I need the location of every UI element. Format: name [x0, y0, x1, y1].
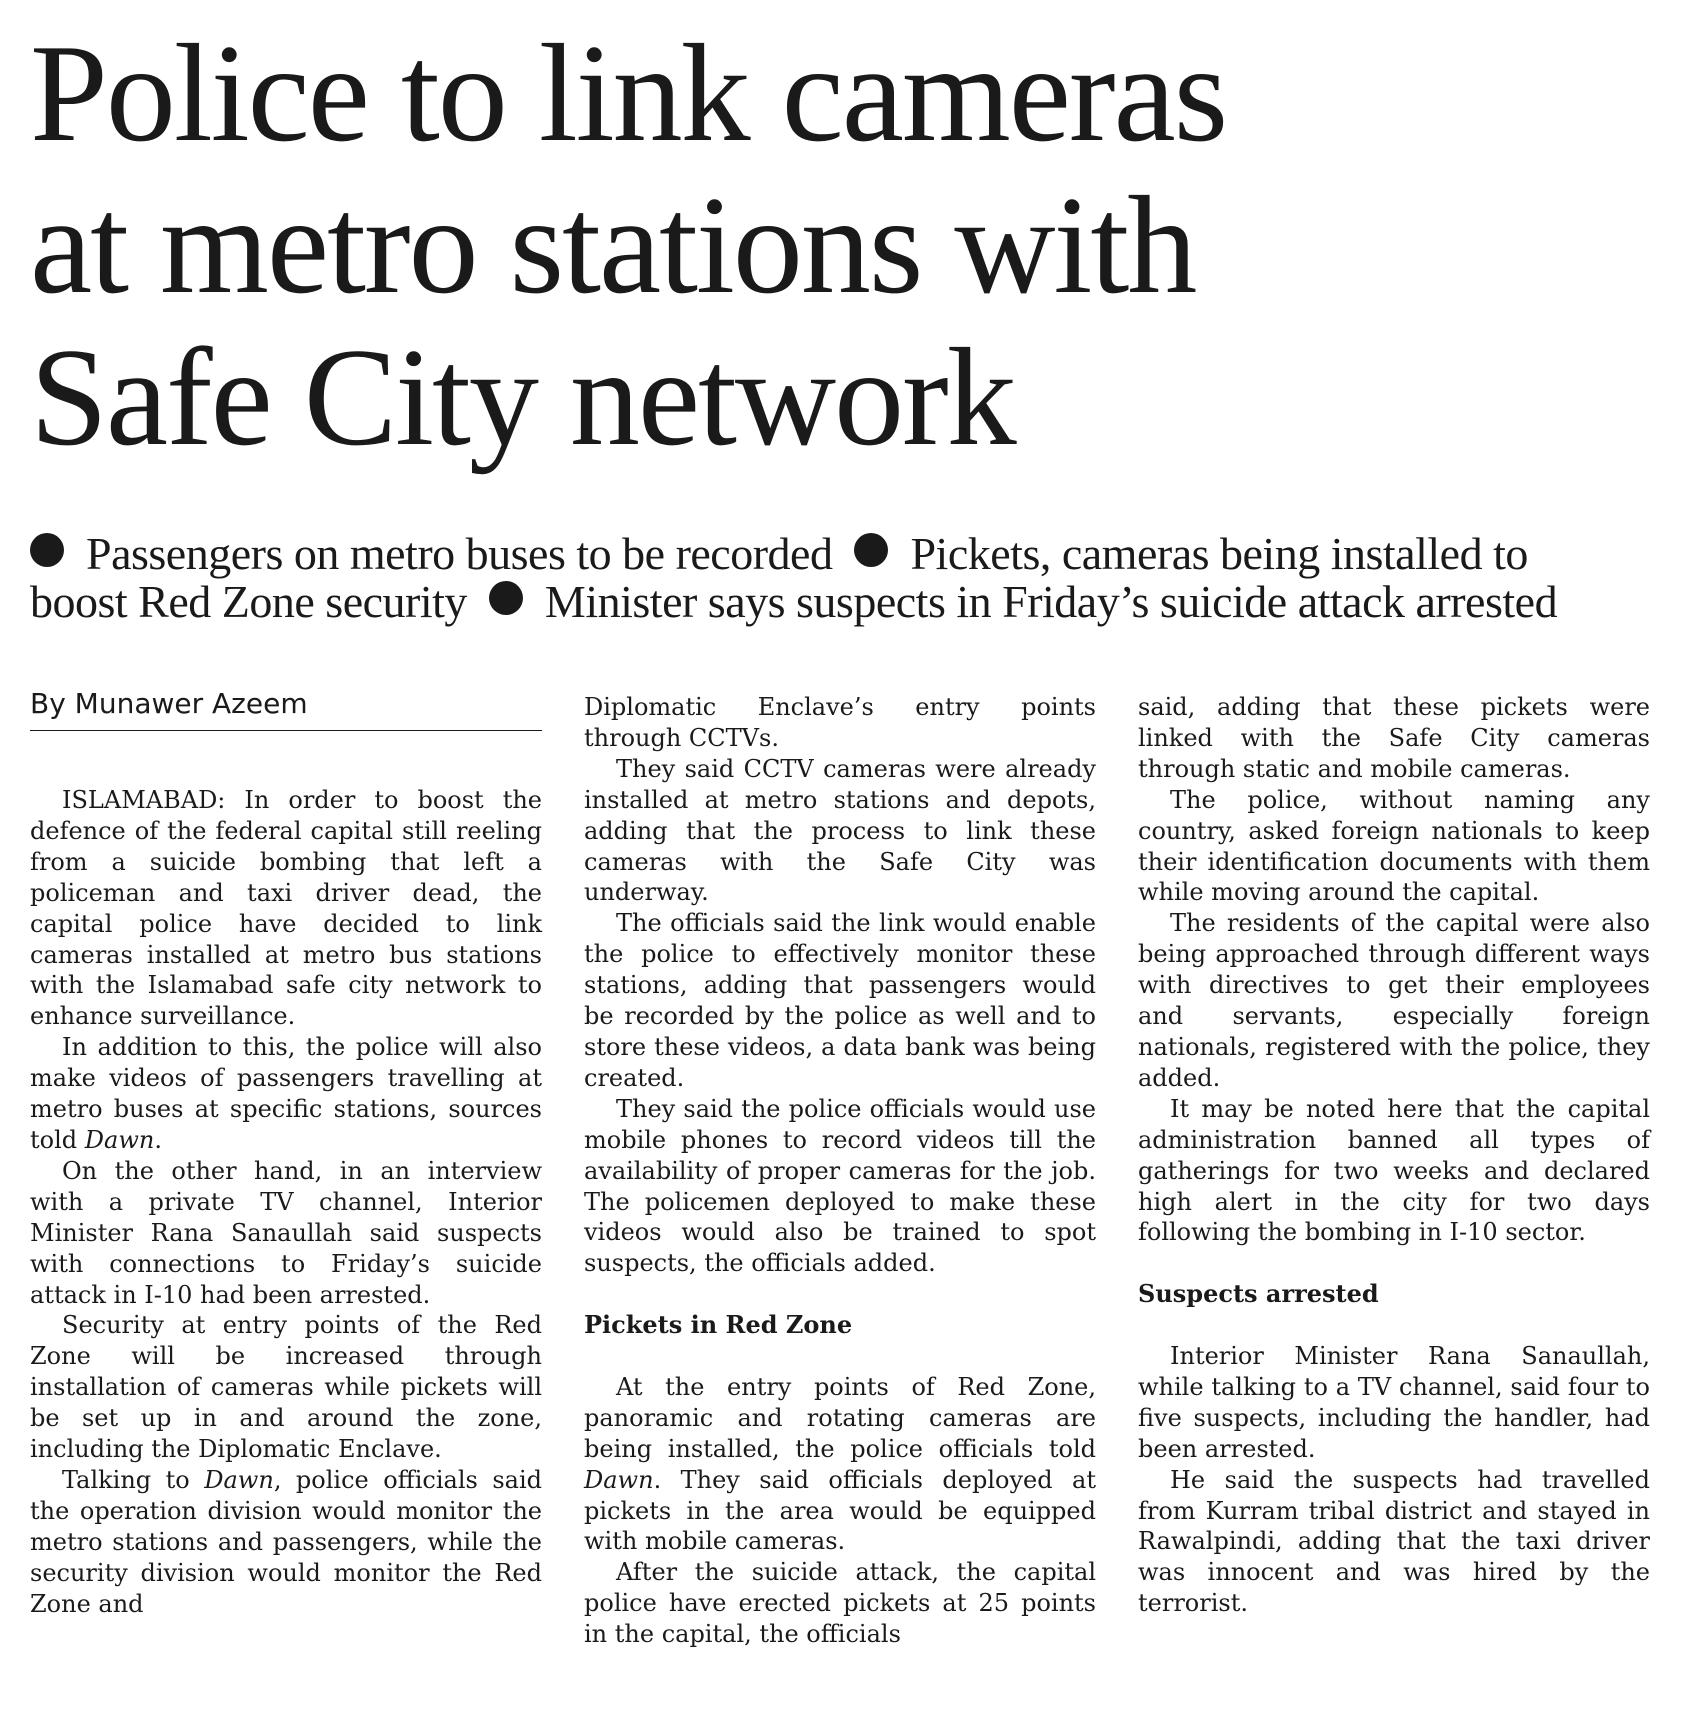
paragraph: It may be noted here that the capital administration banned all types of gatherings for two weeks and declared high alert in the city for two days following the bombing in I-10 sector.: [1138, 1094, 1650, 1247]
deck: [30, 530, 1670, 626]
paragraph: Talking to Dawn, police officials said the operation division would monitor the metro stations and passengers, while the security division would monitor the Red Zone and: [30, 1465, 542, 1618]
paragraph: said, adding that these pickets were linked with the Safe City cameras through static and mobile cameras.: [1138, 693, 1650, 783]
byline: By Munawer Azeem: [30, 686, 542, 731]
paragraph: After the suicide attack, the capital police have erected pickets at 25 points in the capital, the officials: [584, 1558, 1096, 1649]
bullet-icon: [854, 533, 888, 567]
publication-name: Dawn: [584, 1465, 654, 1494]
paragraph: The residents of the capital were also being approached through different ways with directives to get their employees and servants, especially foreign nationals, registered with the police, they added.: [1138, 909, 1650, 1092]
headline-line-1: Police to link cameras: [30, 16, 1227, 171]
deck-line-1: [30, 530, 1670, 578]
subheading: Pickets in Red Zone: [584, 1310, 853, 1340]
deck-item-1: Passengers on metro buses to be recorded: [86, 528, 833, 579]
deck-item-3: Minister says suspects in Friday’s suicide attack arrested: [544, 576, 1558, 627]
paragraph: He said the suspects had travelled from Kurram tribal district and stayed in Rawalpindi, adding that the taxi driver was innocent and was hired by the terrorist.: [1138, 1465, 1650, 1618]
paragraph: Diplomatic Enclave’s entry points through CCTVs.: [584, 693, 1096, 752]
bullet-icon: [489, 581, 523, 615]
article-column-2: [584, 692, 1096, 1650]
deck-line-2: [30, 578, 1670, 626]
headline: [30, 18, 1630, 474]
headline-line-3: Safe City network: [30, 320, 1015, 475]
publication-name: Dawn: [204, 1465, 274, 1494]
paragraph: Interior Minister Rana Sanaullah, while talking to a TV channel, said four to five suspects, including the handler, had been arrested.: [1138, 1342, 1650, 1463]
paragraph: ISLAMABAD: In order to boost the defence of the federal capital still reeling from a suicide bombing that left a policeman and taxi driver dead, the capital police have decided to link cameras installed at metro bus stations with the Islamabad safe city network to enhance surveillance.: [30, 786, 542, 1031]
article-column-3: [1138, 692, 1650, 1619]
paragraph: Security at entry points of the Red Zone will be increased through installation of cameras while pickets will be set up in and around the zone, including the Diplomatic Enclave.: [30, 1311, 542, 1464]
bullet-icon: [30, 533, 64, 567]
deck-item-2a: Pickets, cameras being installed to: [910, 528, 1528, 579]
article-column-1: [30, 785, 542, 1619]
deck-item-2b: boost Red Zone security: [30, 576, 467, 627]
paragraph: The officials said the link would enable the police to effectively monitor these stations, adding that passengers would be recorded by the police as well and to store these videos, a data bank was being created.: [584, 909, 1096, 1092]
paragraph: At the entry points of Red Zone, panoramic and rotating cameras are being installed, the police officials told Dawn. They said officials deployed at pickets in the area would be equipped with mobile cameras.: [584, 1372, 1096, 1556]
publication-name: Dawn: [84, 1125, 155, 1154]
paragraph: The police, without naming any country, asked foreign nationals to keep their identification documents with them while moving around the capital.: [1138, 785, 1650, 907]
paragraph: They said the police officials would use mobile phones to record videos till the availability of proper cameras for the job. The policemen deployed to make these videos would also be trained to spot suspects, the officials added.: [584, 1094, 1096, 1278]
paragraph: They said CCTV cameras were already installed at metro stations and depots, adding that the process to link these cameras with the Safe City was underway.: [584, 754, 1096, 907]
paragraph: On the other hand, in an interview with a private TV channel, Interior Minister Rana Sanaullah said suspects with connections to Friday’s suicide attack in I-10 had been arrested.: [30, 1156, 542, 1309]
headline-line-2: at metro stations with: [30, 168, 1196, 323]
subheading: Suspects arrested: [1138, 1279, 1379, 1309]
paragraph: In addition to this, the police will also make videos of passengers travelling at metro buses at specific stations, sources told Dawn.: [30, 1033, 542, 1154]
